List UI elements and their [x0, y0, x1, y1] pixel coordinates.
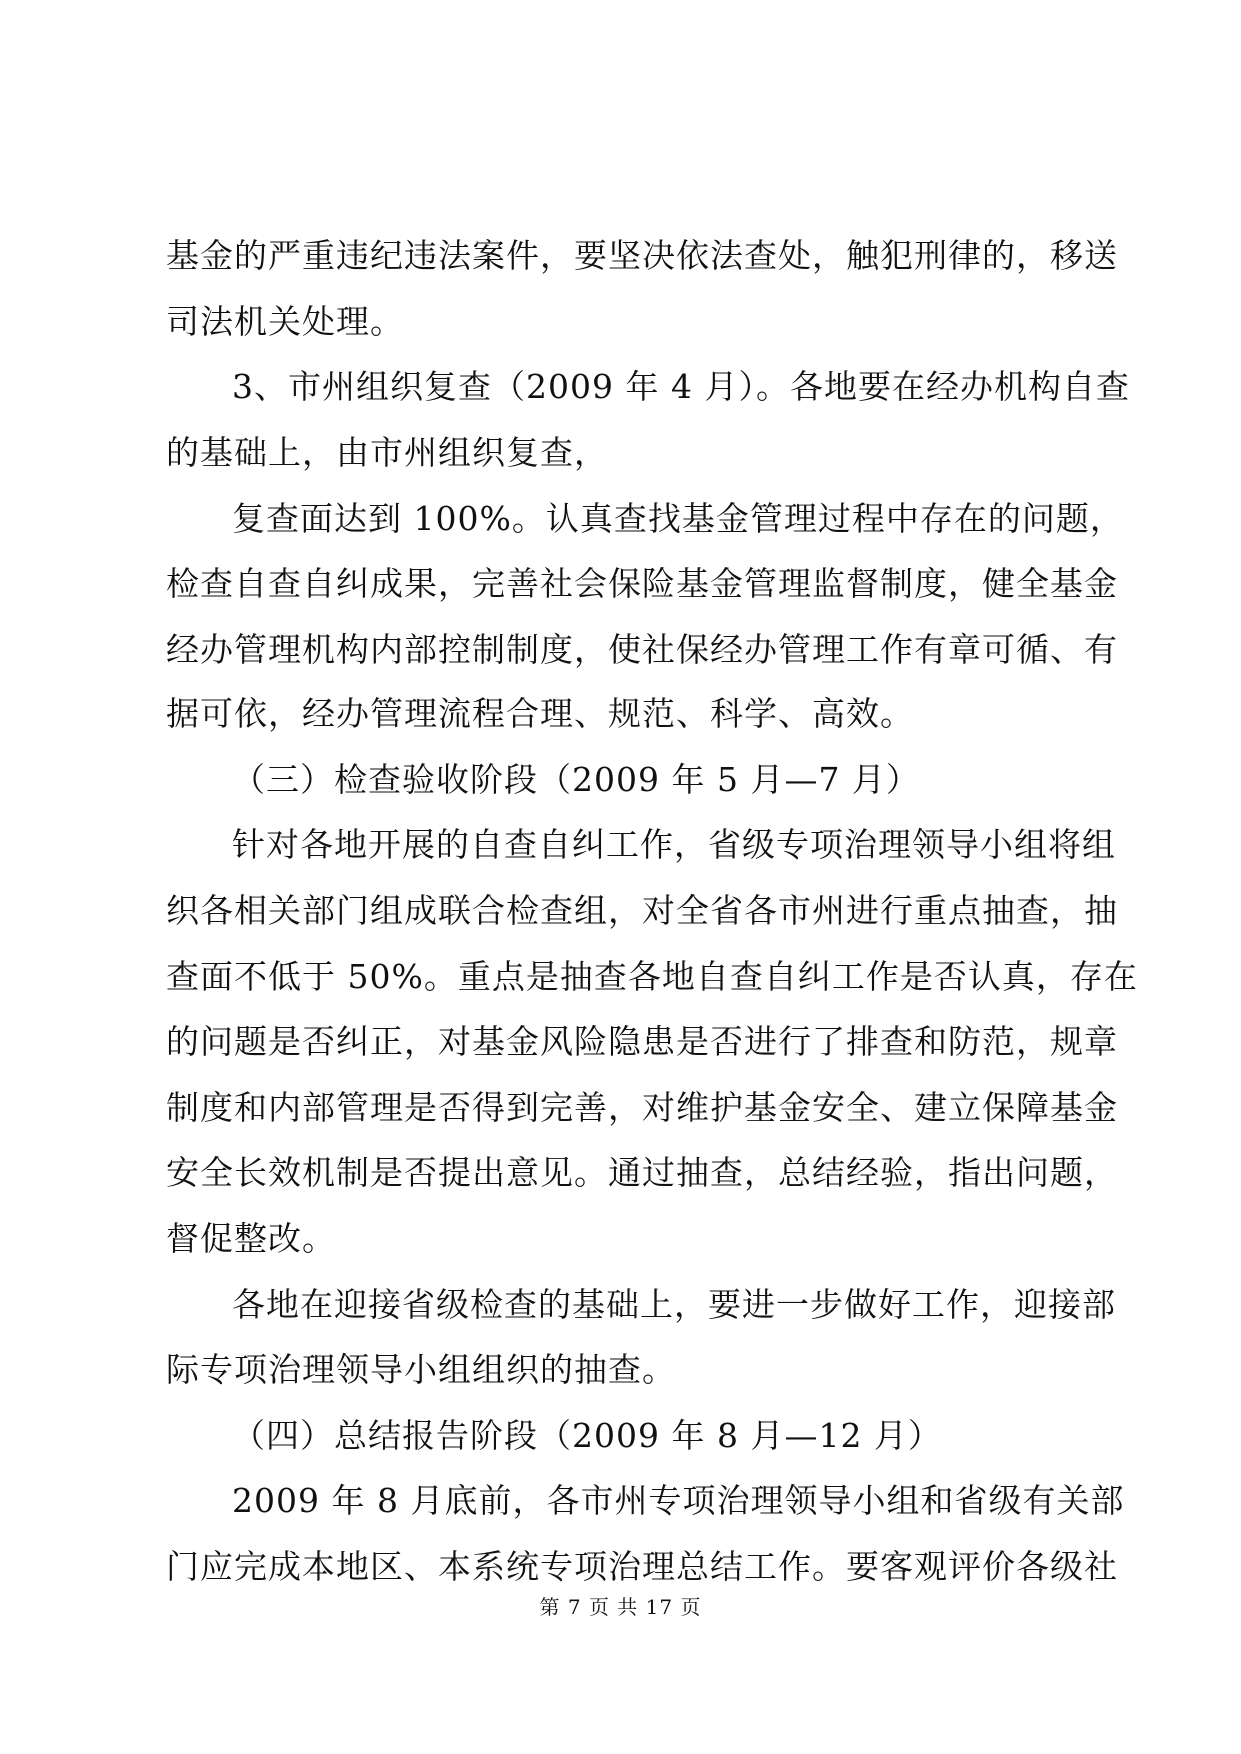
- text-line: 制度和内部管理是否得到完善，对维护基金安全、建立保障基金: [166, 1088, 1118, 1127]
- text-line: 安全长效机制是否提出意见。通过抽查，总结经验，指出问题，: [166, 1153, 1118, 1192]
- text-line: 基金的严重违纪违法案件，要坚决依法查处，触犯刑律的，移送: [166, 236, 1118, 275]
- text-line: 据可依，经办管理流程合理、规范、科学、高效。: [166, 694, 914, 733]
- text-line: 3、市州组织复查（2009 年 4 月）。各地要在经办机构自查: [232, 367, 1130, 406]
- section-heading: （四）总结报告阶段（2009 年 8 月—12 月）: [232, 1416, 942, 1455]
- page-number-footer: 第 7 页 共 17 页: [539, 1595, 702, 1619]
- text-line: 各地在迎接省级检查的基础上，要进一步做好工作，迎接部: [232, 1285, 1116, 1324]
- text-line: 复查面达到 100%。认真查找基金管理过程中存在的问题，: [232, 499, 1124, 538]
- section-heading: （三）检查验收阶段（2009 年 5 月—7 月）: [232, 760, 920, 799]
- text-line: 查面不低于 50%。重点是抽查各地自查自纠工作是否认真，存在: [166, 957, 1138, 996]
- text-line: 检查自查自纠成果，完善社会保险基金管理监督制度，健全基金: [166, 564, 1118, 603]
- text-line: 针对各地开展的自查自纠工作，省级专项治理领导小组将组: [232, 825, 1116, 864]
- text-line: 经办管理机构内部控制制度，使社保经办管理工作有章可循、有: [166, 630, 1118, 669]
- text-line: 的基础上，由市州组织复查，: [166, 433, 608, 472]
- text-line: 际专项治理领导小组组织的抽查。: [166, 1350, 676, 1389]
- text-line: 2009 年 8 月底前，各市州专项治理领导小组和省级有关部: [232, 1481, 1125, 1520]
- text-line: 织各相关部门组成联合检查组，对全省各市州进行重点抽查，抽: [166, 891, 1118, 930]
- text-line: 督促整改。: [166, 1219, 336, 1258]
- text-line: 的问题是否纠正，对基金风险隐患是否进行了排查和防范，规章: [166, 1022, 1118, 1061]
- text-line: 门应完成本地区、本系统专项治理总结工作。要客观评价各级社: [166, 1547, 1118, 1586]
- text-line: 司法机关处理。: [166, 302, 404, 341]
